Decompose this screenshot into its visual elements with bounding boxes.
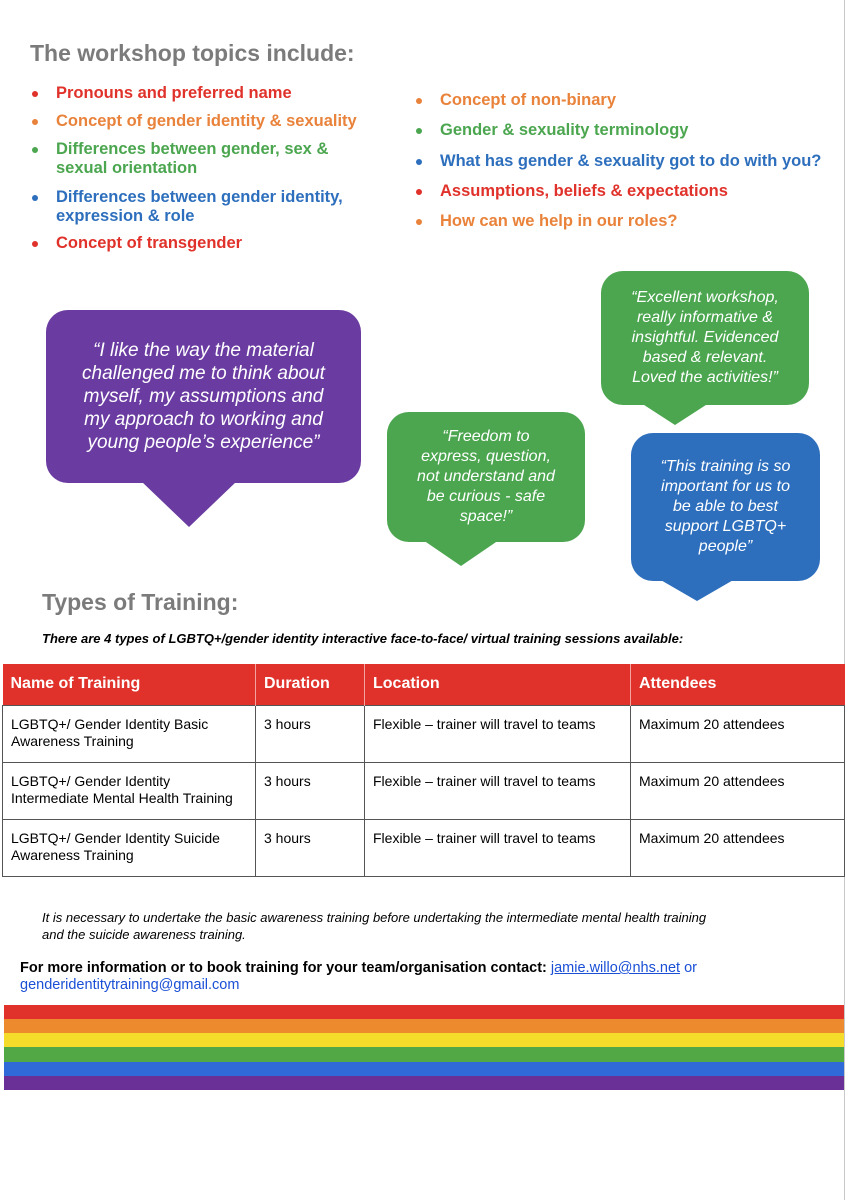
topic-line: Concept of gender identity & sexuality [56, 112, 357, 130]
bullet-icon [416, 128, 422, 134]
quote-line: be able to best [673, 498, 778, 515]
quote-line: Loved the activities!” [632, 369, 778, 386]
speech-tail [423, 540, 499, 566]
page-edge [844, 0, 845, 1200]
topic-line: Gender & sexuality terminology [440, 121, 689, 139]
topic-item [414, 91, 616, 110]
quote-line: “Excellent workshop, [631, 289, 779, 306]
topic-item [30, 188, 343, 226]
cell-line: Intermediate Mental Health Training [11, 789, 233, 806]
training-table [2, 664, 845, 877]
topic-item [414, 121, 688, 140]
topic-line: Assumptions, beliefs & expectations [440, 182, 728, 200]
topic-item [30, 84, 292, 103]
topic-item [414, 182, 728, 201]
bullet-icon [416, 219, 422, 225]
quote-line: support LGBTQ+ [664, 518, 787, 535]
table-row [3, 705, 845, 762]
contact-or: or [680, 960, 697, 976]
cell-line: Awareness Training [11, 846, 134, 863]
topic-line: sexual orientation [56, 159, 198, 177]
footnote-line: It is necessary to undertake the basic awareness training before undertaking the intermediate mental health training [42, 910, 707, 925]
cell-duration: 3 hours [256, 819, 365, 876]
testimonial-bubble-blue [631, 433, 820, 581]
cell-training-name [3, 762, 256, 819]
bullet-icon [32, 195, 38, 201]
quote-line: “Freedom to [442, 428, 530, 445]
types-intro: There are 4 types of LGBTQ+/gender identity interactive face-to-face/ virtual training sessions available: [42, 631, 684, 646]
speech-tail [659, 579, 735, 601]
quote-line: really informative & [636, 309, 774, 326]
footnote [42, 909, 812, 943]
table-row [3, 762, 845, 819]
bullet-icon [32, 241, 38, 247]
topic-list-left [30, 84, 390, 264]
quote-line: myself, my assumptions and [83, 386, 324, 407]
bullet-icon [416, 98, 422, 104]
rainbow-stripe-red [4, 1005, 844, 1019]
quote-line: express, question, [421, 448, 551, 465]
quote-line: young people’s experience” [87, 432, 320, 453]
topic-item [30, 140, 328, 178]
column-header-attendees: Attendees [631, 664, 845, 705]
quote-line: not understand and [417, 468, 555, 485]
cell-duration: 3 hours [256, 762, 365, 819]
testimonial-bubble-purple [46, 310, 361, 483]
cell-training-name [3, 819, 256, 876]
quote-line: people” [698, 538, 753, 555]
quote-line: insightful. Evidenced [631, 329, 779, 346]
testimonial-bubble-green-top [601, 271, 809, 405]
email-link-gmail[interactable]: genderidentitytraining@gmail.com [20, 977, 240, 993]
bullet-icon [32, 119, 38, 125]
testimonial-text [82, 339, 325, 454]
topic-line: Concept of non-binary [440, 91, 616, 109]
rainbow-stripe-orange [4, 1019, 844, 1033]
cell-duration: 3 hours [256, 705, 365, 762]
topic-line: Pronouns and preferred name [56, 84, 292, 102]
bullet-icon [416, 189, 422, 195]
contact-lead: For more information or to book training for your team/organisation contact: [20, 960, 551, 976]
topic-list-right [414, 91, 844, 241]
email-link-nhs[interactable]: jamie.willo@nhs.net [550, 960, 681, 976]
topic-line: How can we help in our roles? [440, 212, 678, 230]
topic-item [30, 112, 357, 131]
testimonial-text [661, 457, 791, 557]
topics-heading: The workshop topics include: [30, 40, 355, 66]
quote-line: my approach to working and [84, 409, 323, 430]
speech-tail [641, 403, 709, 425]
cell-location: Flexible – trainer will travel to teams [365, 819, 631, 876]
quote-line: challenged me to think about [82, 363, 325, 384]
cell-attendees: Maximum 20 attendees [631, 705, 845, 762]
contact-info [20, 960, 820, 994]
topic-item [30, 234, 242, 253]
topic-item [414, 152, 821, 171]
quote-line: based & relevant. [642, 349, 768, 366]
cell-line: LGBTQ+/ Gender Identity Basic [11, 715, 209, 732]
types-heading: Types of Training: [42, 589, 239, 615]
topic-line: What has gender & sexuality got to do with you? [440, 152, 822, 170]
topic-line: expression & role [56, 207, 195, 225]
bullet-icon [416, 159, 422, 165]
quote-line: important for us to [661, 478, 790, 495]
rainbow-banner [4, 1005, 844, 1090]
cell-line: LGBTQ+/ Gender Identity [11, 772, 171, 789]
cell-line: Awareness Training [11, 732, 134, 749]
bullet-icon [32, 147, 38, 153]
topic-line: Differences between gender identity, [56, 188, 343, 206]
topic-line: Differences between gender, sex & [56, 140, 329, 158]
testimonial-bubble-green-middle [387, 412, 585, 542]
rainbow-stripe-green [4, 1047, 844, 1061]
topic-item [414, 212, 677, 231]
bullet-icon [32, 91, 38, 97]
rainbow-stripe-yellow [4, 1033, 844, 1047]
testimonial-text [631, 288, 779, 388]
cell-location: Flexible – trainer will travel to teams [365, 705, 631, 762]
speech-tail [141, 481, 237, 527]
quote-line: be curious - safe [426, 488, 546, 505]
quote-line: space!” [459, 508, 513, 525]
cell-line: LGBTQ+/ Gender Identity Suicide [11, 829, 220, 846]
quote-line: “This training is so [660, 458, 791, 475]
cell-attendees: Maximum 20 attendees [631, 819, 845, 876]
rainbow-stripe-purple [4, 1076, 844, 1090]
table-header-row [3, 664, 845, 705]
cell-training-name [3, 705, 256, 762]
column-header-duration: Duration [256, 664, 365, 705]
cell-attendees: Maximum 20 attendees [631, 762, 845, 819]
rainbow-stripe-blue [4, 1062, 844, 1076]
column-header-location: Location [365, 664, 631, 705]
topic-line: Concept of transgender [56, 234, 243, 252]
cell-location: Flexible – trainer will travel to teams [365, 762, 631, 819]
footnote-line: and the suicide awareness training. [42, 927, 246, 942]
testimonial-text [417, 427, 555, 527]
column-header-name: Name of Training [3, 664, 256, 705]
table-row [3, 819, 845, 876]
quote-line: “I like the way the material [93, 340, 314, 361]
